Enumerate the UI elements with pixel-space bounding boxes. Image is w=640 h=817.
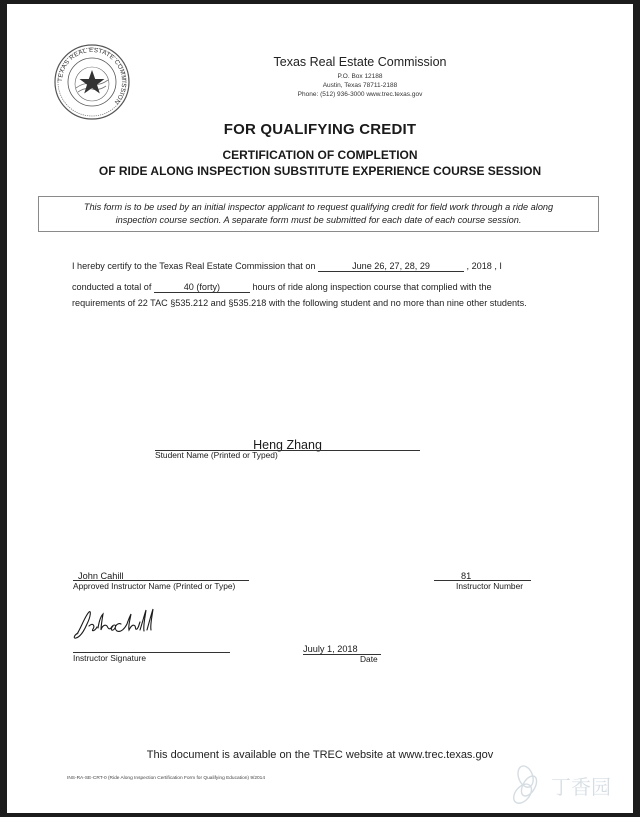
watermark-logo bbox=[507, 762, 631, 810]
course-hours-field: 40 (forty) bbox=[154, 282, 250, 293]
form-code: INS-RA-SE-CRT-0 (Ride Along Inspection Certification Form for Qualifying Education) 9/2014 bbox=[67, 776, 266, 781]
instructor-signature bbox=[71, 604, 157, 644]
instructor-name-value: John Cahill bbox=[78, 571, 124, 581]
document-page bbox=[7, 4, 633, 813]
notice-line-2: inspection course section. A separate form must be submitted for each date of each course session. bbox=[115, 215, 522, 225]
form-subtitle-2: OF RIDE ALONG INSPECTION SUBSTITUTE EXPERIENCE COURSE SESSION bbox=[98, 164, 542, 178]
certification-line-1 bbox=[72, 261, 502, 272]
certification-line-2 bbox=[72, 282, 492, 293]
instructor-number-value: 81 bbox=[461, 571, 472, 581]
footer-note: This document is available on the TREC website at www.trec.texas.gov bbox=[146, 749, 494, 761]
signature-date-value: Juuly 1, 2018 bbox=[303, 644, 358, 654]
signature-date-label: Date bbox=[360, 654, 378, 664]
student-name-label: Student Name (Printed or Typed) bbox=[155, 450, 278, 460]
notice-line-1: This form is to be used by an initial inspector applicant to request qualifying credit for field work through a ride along bbox=[83, 202, 554, 212]
agency-po-box: P.O. Box 12188 bbox=[337, 73, 383, 80]
certification-line-3: requirements of 22 TAC §535.212 and §535.218 with the following student and no more than nine other students. bbox=[72, 298, 527, 308]
instructor-signature-label: Instructor Signature bbox=[73, 653, 147, 663]
seal-ring-text: TEXAS REAL ESTATE COMMISSION bbox=[56, 46, 128, 106]
flower-watermark-icon bbox=[510, 764, 540, 807]
certification-line-1-prefix: I hereby certify to the Texas Real Estate Commission that on bbox=[72, 261, 316, 271]
form-subtitle-1: CERTIFICATION OF COMPLETION bbox=[222, 148, 418, 162]
notice-box bbox=[38, 196, 599, 232]
watermark-text: 丁香园 bbox=[551, 775, 611, 799]
agency-phone: Phone: (512) 936-3000 www.trec.texas.gov bbox=[297, 91, 423, 98]
certification-line-2-suffix: hours of ride along inspection course that complied with the bbox=[252, 282, 492, 292]
form-title: FOR QUALIFYING CREDIT bbox=[223, 121, 417, 138]
course-dates-field: June 26, 27, 28, 29 bbox=[318, 261, 464, 272]
student-name-value: Heng Zhang bbox=[253, 438, 322, 452]
instructor-number-label: Instructor Number bbox=[456, 581, 524, 591]
agency-name: Texas Real Estate Commission bbox=[273, 55, 447, 69]
agency-city: Austin, Texas 78711-2188 bbox=[322, 82, 398, 89]
certification-line-1-suffix: , 2018 , I bbox=[466, 261, 502, 271]
certification-line-2-prefix: conducted a total of bbox=[72, 282, 152, 292]
instructor-name-label: Approved Instructor Name (Printed or Type) bbox=[73, 581, 236, 591]
